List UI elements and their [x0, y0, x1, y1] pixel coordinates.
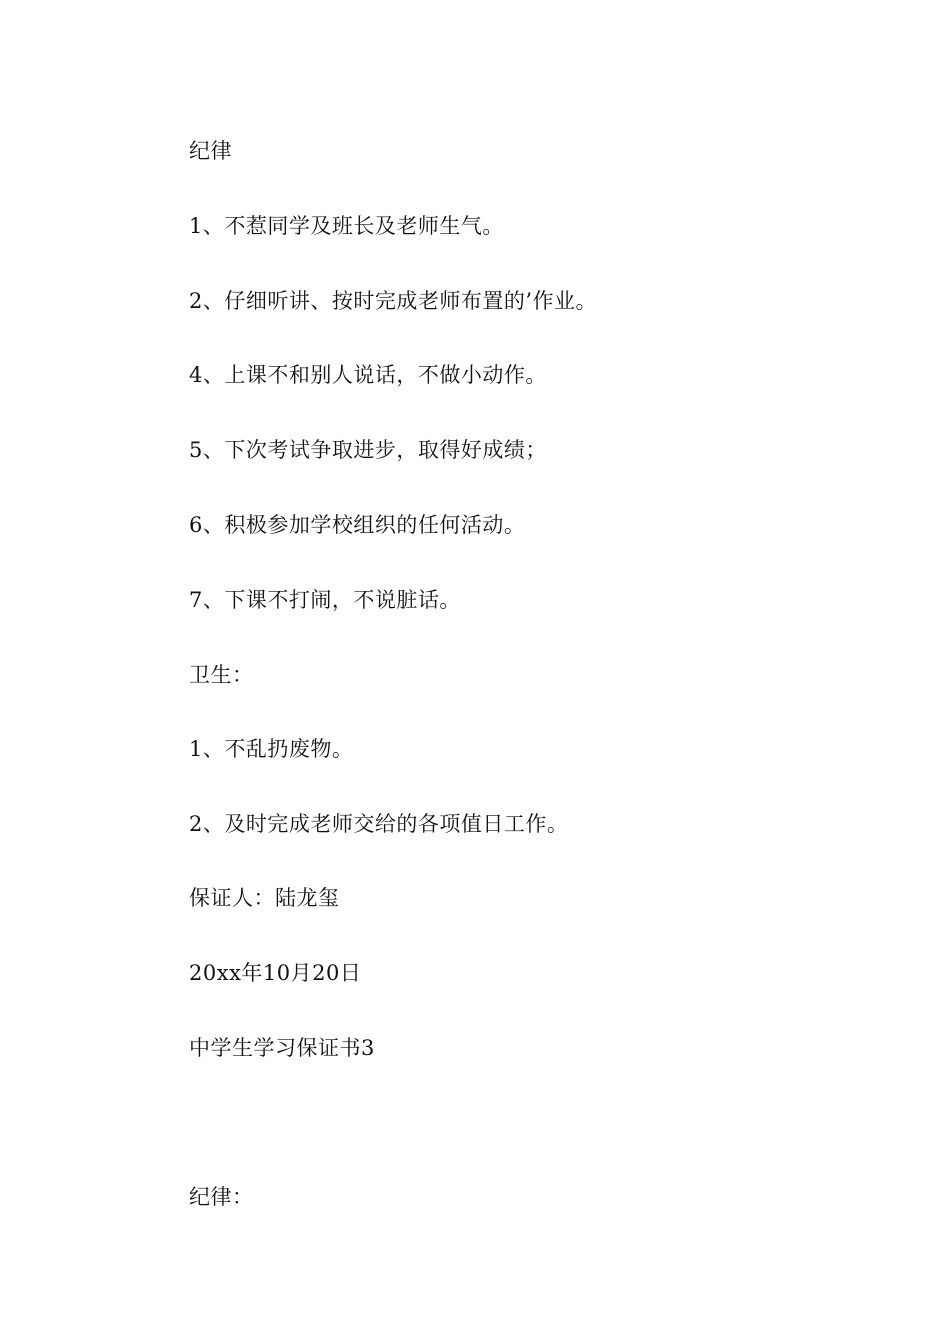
- section-heading-discipline-2: 纪律：: [189, 1185, 254, 1209]
- rule-item-4: 4、上课不和别人说话，不做小动作。: [189, 363, 547, 387]
- section-heading-discipline: 纪律: [189, 139, 232, 163]
- hygiene-item-1: 1、不乱扔废物。: [189, 737, 354, 761]
- rule-item-5: 5、下次考试争取进步，取得好成绩；: [189, 438, 547, 462]
- section-heading-hygiene: 卫生：: [189, 663, 254, 687]
- rule-item-7: 7、下课不打闹，不说脏话。: [189, 588, 461, 612]
- rule-item-6: 6、积极参加学校组织的任何活动。: [189, 513, 526, 537]
- guarantor-line: 保证人：陆龙玺: [189, 886, 340, 910]
- rule-item-2: 2、仔细听讲、按时完成老师布置的’作业。: [189, 289, 598, 313]
- document-title-3: 中学生学习保证书3: [189, 1036, 375, 1060]
- date-line: 20xx年10月20日: [189, 961, 362, 985]
- hygiene-item-2: 2、及时完成老师交给的各项值日工作。: [189, 812, 569, 836]
- rule-item-1: 1、不惹同学及班长及老师生气。: [189, 214, 504, 238]
